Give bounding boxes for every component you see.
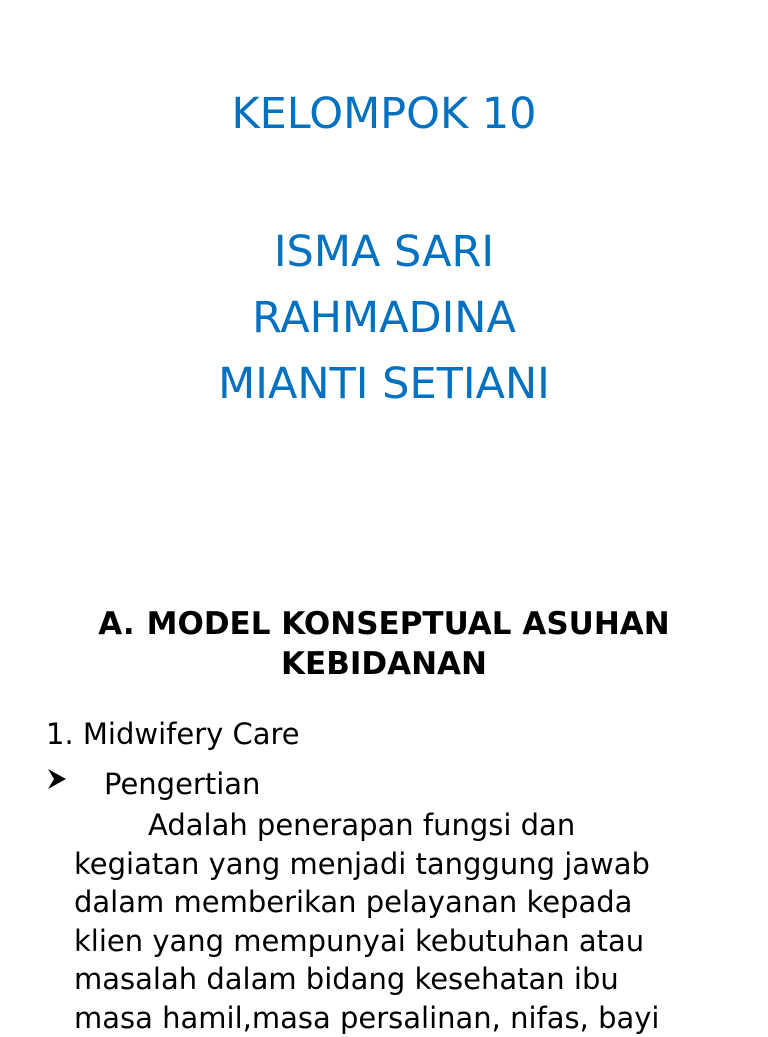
- member-name-2: RAHMADINA: [0, 293, 768, 343]
- paragraph-line-1: [74, 806, 734, 845]
- content-slide: [0, 576, 768, 1024]
- section-heading: [0, 604, 768, 684]
- member-name-1: ISMA SARI: [0, 227, 768, 277]
- paragraph-line-4: klien yang mempunyai kebutuhan atau: [74, 922, 734, 961]
- section-heading-line-2: KEBIDANAN: [0, 644, 768, 684]
- arrow-bullet-icon: [46, 762, 68, 784]
- paragraph-line-6: masa hamil,masa persalinan, nifas, bayi: [74, 999, 734, 1037]
- section-heading-prefix: A.: [98, 606, 134, 642]
- paragraph-line-1-text: Adalah penerapan fungsi dan: [148, 808, 575, 842]
- paragraph-line-2: kegiatan yang menjadi tanggung jawab: [74, 845, 734, 884]
- bullet-item: [46, 762, 260, 802]
- paragraph-line-5: masalah dalam bidang kesehatan ibu: [74, 960, 734, 999]
- group-title: KELOMPOK 10: [0, 89, 768, 139]
- numbered-item: 1. Midwifery Care: [46, 716, 300, 752]
- section-heading-line-1: [0, 604, 768, 644]
- bullet-label: Pengertian: [104, 767, 260, 801]
- paragraph-line-3: dalam memberikan pelayanan kepada: [74, 883, 734, 922]
- definition-paragraph: [74, 806, 734, 1037]
- member-name-3: MIANTI SETIANI: [0, 359, 768, 409]
- section-heading-text-1: MODEL KONSEPTUAL ASUHAN: [147, 606, 670, 642]
